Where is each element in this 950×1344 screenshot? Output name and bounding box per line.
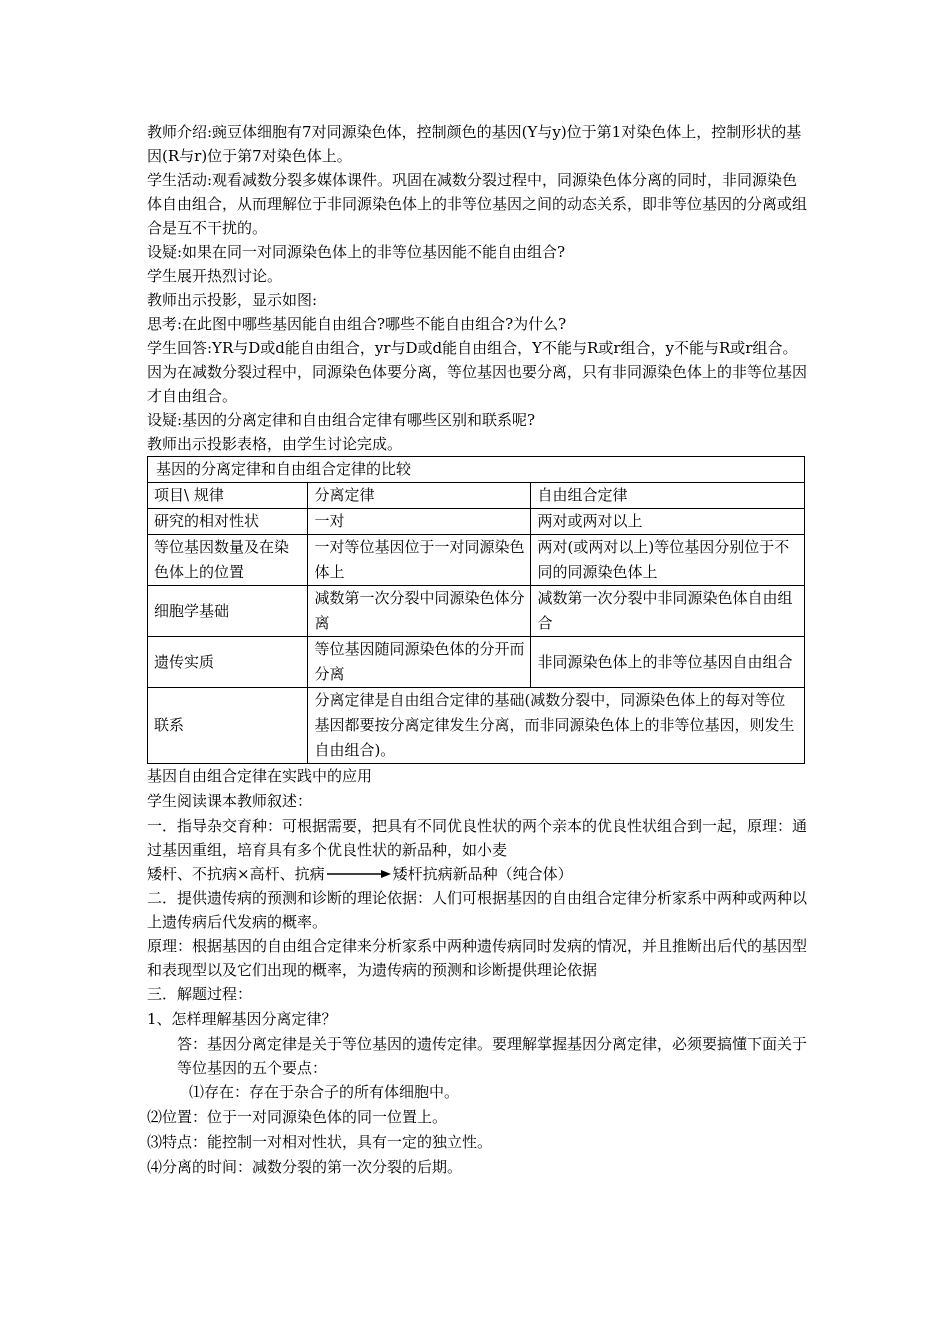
table-cell: 两对(或两对以上)等位基因分别位于不同的同源染色体上 [531, 535, 805, 586]
answer-paragraph: 答：基因分离定律是关于等位基因的遗传定律。要理解掌握基因分离定律，必须要搞懂下面关于等位基因的五个要点： [177, 1035, 808, 1077]
application-heading: 基因自由组合定律在实践中的应用 [147, 767, 373, 785]
question2-paragraph: 设疑:基因的分离定律和自由组合定律有哪些区别和联系呢? [147, 411, 536, 429]
disease-paragraph: 二．提供遗传病的预测和诊断的理论依据：人们可根据基因的自由组合定律分析家系中两种或两种以上遗传病后代发病的概率。 [147, 889, 808, 931]
table-cell: 两对或两对以上 [531, 509, 805, 535]
header-cell: 分离定律 [308, 483, 531, 509]
comparison-table [147, 456, 805, 764]
principle-paragraph: 原理：根据基因的自由组合定律来分析家系中两种遗传病同时发病的情况，并且推断出后代的基因型和表现型以及它们出现的概率，为遗传病的预测和诊断提供理论依据 [147, 937, 808, 979]
table-cell: 等位基因随同源染色体的分开而分离 [308, 637, 531, 688]
reading-paragraph: 学生阅读课本教师叙述： [147, 792, 313, 810]
table-cell: 减数第一次分裂中非同源染色体自由组合 [531, 586, 805, 637]
point-item: ⑵位置：位于一对同源染色体的同一位置上。 [147, 1108, 448, 1126]
table-cell: 非同源染色体上的非等位基因自由组合 [531, 637, 805, 688]
table-intro-paragraph: 教师出示投影表格，由学生讨论完成。 [147, 435, 403, 453]
table-header-row [148, 483, 805, 509]
solution-heading: 三．解题过程： [147, 985, 253, 1003]
teacher-intro-paragraph: 教师介绍:豌豆体细胞有7对同源染色体，控制颜色的基因(Y与y)位于第1对染色体上，控制形状的基因(R与r)位于第7对染色体上。 [147, 123, 802, 165]
student-activity-paragraph: 学生活动:观看减数分裂多媒体课件。巩固在减数分裂过程中，同源染色体分离的同时，非同源染色体自由组合，从而理解位于非同源染色体上的非等位基因之间的动态关系，即非等位基因的分离或组合是互不干扰的。 [147, 171, 808, 237]
student-answer-paragraph: 学生回答:YR与D或d能自由组合，yr与D或d能自由组合，Y不能与R或r组合，y不能与R或r组合。因为在减数分裂过程中，同源染色体要分离，等位基因也要分离，只有非同源染色体上的非等位基因才自由组合。 [147, 339, 808, 405]
table-cell: 联系 [148, 688, 308, 764]
table-cell: 一对等位基因位于一对同源染色体上 [308, 535, 531, 586]
table-row [148, 637, 805, 688]
table-row [148, 509, 805, 535]
point-item: ⑴存在：存在于杂合子的所有体细胞中。 [189, 1083, 460, 1101]
table-cell: 减数第一次分裂中同源染色体分离 [308, 586, 531, 637]
cross-line [147, 862, 807, 886]
question1-heading: 1、怎样理解基因分离定律？ [147, 1010, 337, 1028]
table-row [148, 535, 805, 586]
table-cell: 分离定律是自由组合定律的基础(减数分裂中，同源染色体上的每对等位基因都要按分离定律发生分离，而非同源染色体上的非等位基因，则发生自由组合)。 [308, 688, 805, 764]
point-item: ⑶特点：能控制一对相对性状，具有一定的独立性。 [147, 1133, 493, 1151]
table-cell: 研究的相对性状 [148, 509, 308, 535]
cross-parents: 矮杆、不抗病×高杆、抗病 [147, 865, 325, 883]
header-cell: 自由组合定律 [531, 483, 805, 509]
table-caption-row [148, 457, 805, 483]
cross-result: 矮杆抗病新品种（纯合体） [392, 865, 573, 883]
question-paragraph: 设疑:如果在同一对同源染色体上的非等位基因能不能自由组合? [147, 243, 566, 261]
table-cell: 等位基因数量及在染色体上的位置 [148, 535, 308, 586]
point-item: ⑷分离的时间：减数分裂的第一次分裂的后期。 [147, 1158, 463, 1176]
projection-paragraph: 教师出示投影，显示如图: [147, 291, 318, 309]
header-cell: 项目\ 规律 [148, 483, 308, 509]
think-paragraph: 思考:在此图中哪些基因能自由组合?哪些不能自由组合?为什么? [147, 315, 567, 333]
table-caption: 基因的分离定律和自由组合定律的比较 [148, 457, 805, 483]
table-cell: 细胞学基础 [148, 586, 308, 637]
discussion-paragraph: 学生展开热烈讨论。 [147, 267, 283, 285]
arrow-right-icon [327, 869, 391, 879]
table-cell: 一对 [308, 509, 531, 535]
table-cell: 遗传实质 [148, 637, 308, 688]
document-body [147, 120, 807, 1180]
table-row [148, 586, 805, 637]
breeding-paragraph: 一．指导杂交育种：可根据需要，把具有不同优良性状的两个亲本的优良性状组合到一起，原理：通过基因重组，培育具有多个优良性状的新品种，如小麦 [147, 817, 808, 859]
table-link-row [148, 688, 805, 764]
